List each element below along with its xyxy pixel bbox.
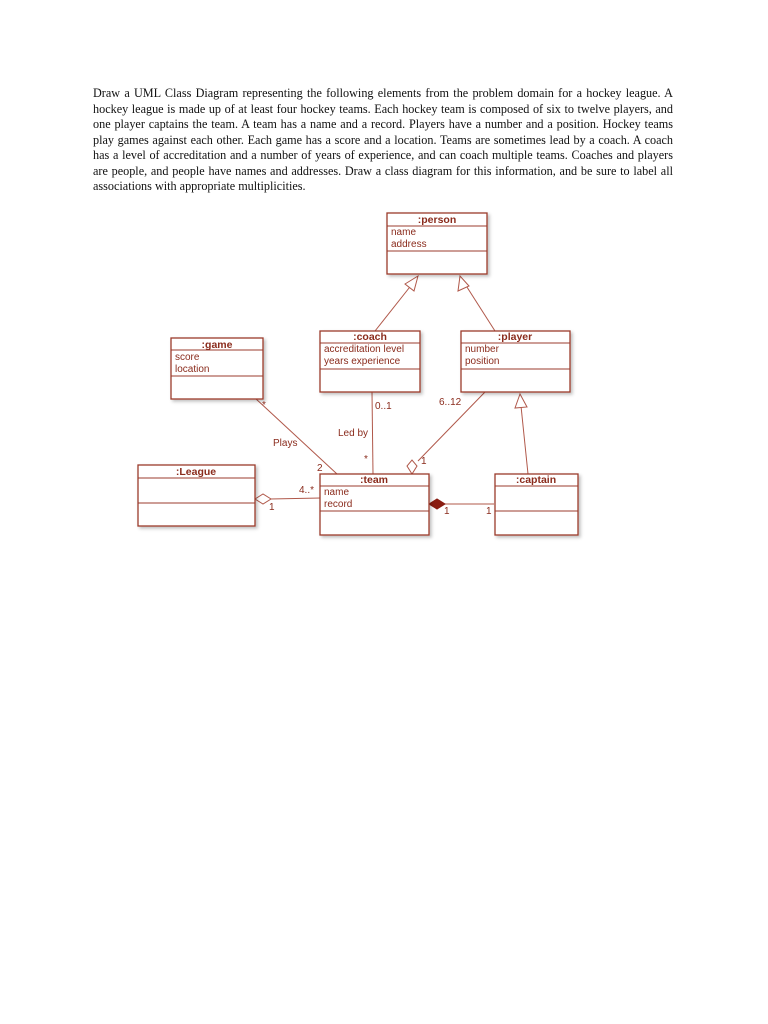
multiplicity-label: 4..* bbox=[299, 485, 315, 496]
coach-person-generalization bbox=[375, 283, 413, 331]
multiplicity-label: 1 bbox=[421, 456, 427, 467]
class-attribute: accreditation level bbox=[324, 344, 405, 355]
multiplicity-label: * bbox=[364, 454, 368, 465]
aggregation-diamond-icon bbox=[407, 460, 417, 474]
class-attribute: years experience bbox=[324, 356, 401, 367]
class-attribute: record bbox=[324, 499, 353, 510]
class-attribute: name bbox=[391, 227, 417, 238]
generalization-arrow-icon bbox=[405, 276, 418, 291]
association-label-led-by: Led by bbox=[338, 428, 369, 439]
class-title: :coach bbox=[353, 331, 387, 343]
multiplicity-label: 0..1 bbox=[375, 401, 392, 412]
class-title: :League bbox=[175, 466, 217, 478]
class-title: :team bbox=[359, 474, 389, 486]
class-title: :person bbox=[417, 214, 457, 226]
class-attribute: name bbox=[324, 487, 350, 498]
multiplicity-label: 2 bbox=[317, 463, 323, 474]
league-team-aggregation bbox=[270, 498, 321, 499]
class-title: :captain bbox=[515, 474, 557, 486]
class-attribute: position bbox=[465, 356, 500, 367]
player-person-generalization bbox=[465, 284, 495, 331]
class-title: :player bbox=[497, 331, 533, 343]
generalization-arrow-icon bbox=[515, 394, 527, 408]
class-attribute: number bbox=[465, 344, 499, 355]
class-title: :game bbox=[201, 339, 233, 351]
coach-team-association bbox=[372, 392, 373, 474]
class-attribute: location bbox=[175, 364, 210, 375]
multiplicity-label: * bbox=[262, 400, 266, 411]
class-attribute: score bbox=[175, 352, 200, 363]
multiplicity-label: 6..12 bbox=[439, 397, 462, 408]
captain-player-generalization bbox=[521, 406, 528, 474]
generalization-arrow-icon bbox=[458, 276, 469, 291]
class-attribute: address bbox=[391, 239, 427, 250]
game-team-association bbox=[255, 398, 337, 474]
multiplicity-label: 1 bbox=[444, 506, 450, 517]
multiplicity-label: 1 bbox=[486, 506, 492, 517]
problem-statement: Draw a UML Class Diagram representing the following elements from the problem domain for a hockey league. A hockey league is made up of at least four hockey teams. Each hockey team is composed of six to twelve players, and one player captains the team. A team has a name and a record. Players have a number and a position. Hockey teams play games against each other. Each game has a score and a location. Teams are sometimes lead by a coach. A coach has a level of accreditation and a number of years of experience, and can coach multiple teams. Coaches and players are people, and people have names and addresses. Draw a class diagram for this information, and be sure to label all associations with appropriate multiplicities. bbox=[93, 86, 673, 193]
multiplicity-label: 1 bbox=[269, 502, 275, 513]
composition-diamond-icon bbox=[429, 499, 445, 509]
association-label-plays: Plays bbox=[273, 438, 298, 449]
